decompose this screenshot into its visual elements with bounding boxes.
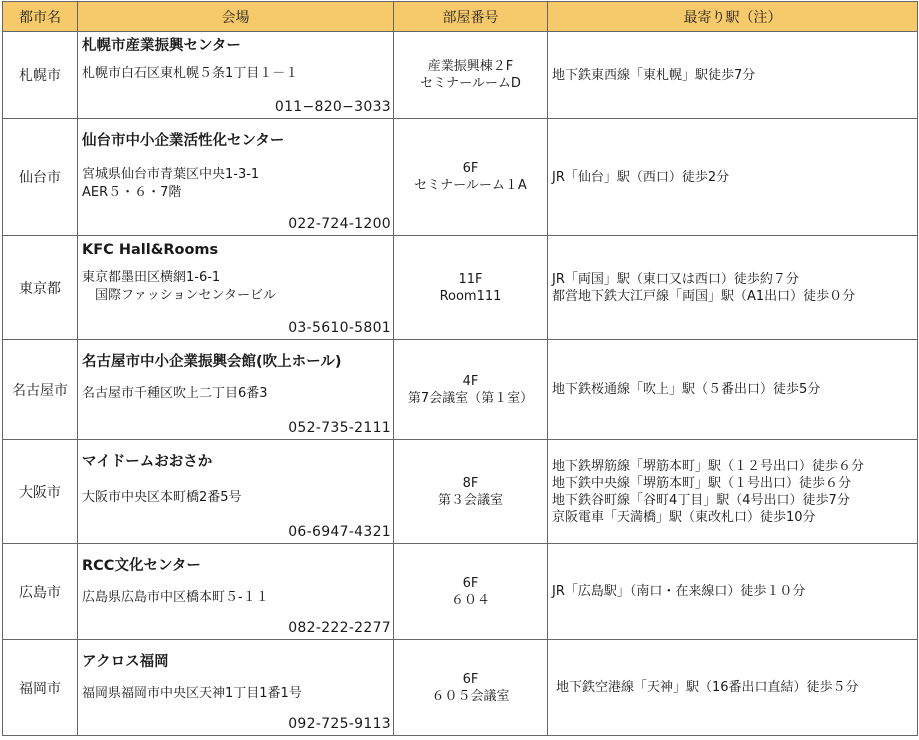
- venue-address: 福岡県福岡市中央区天神1丁目1番1号: [82, 686, 302, 701]
- venue-cell: [78, 440, 394, 544]
- station-cell: 地下鉄堺筋線「堺筋本町」駅（１２号出口）徒歩６分 地下鉄中央線「堺筋本町」駅（１号出口）徒歩６分 地下鉄谷町線「谷町4丁目」駅（4号出口）徒歩7分 京阪電車「天満橋」駅（東改札口）徒歩10分: [548, 440, 918, 544]
- venue-name: 名古屋市中小企業振興会館(吹上ホール): [82, 354, 342, 370]
- header-room: 部屋番号: [394, 2, 548, 32]
- venue-table: [2, 1, 918, 736]
- venue-phone: 022-724-1200: [288, 216, 391, 232]
- station-cell: JR「両国」駅（東口又は西口）徒歩約７分 都営地下鉄大江戸線「両国」駅（A1出口）徒歩０分: [548, 236, 918, 340]
- venue-phone: 092-725-9113: [288, 716, 391, 732]
- room-cell: 6F ６０５会議室: [394, 640, 548, 736]
- room-cell: 6F ６０４: [394, 544, 548, 640]
- table-row: [3, 236, 918, 340]
- venue-address: 大阪市中央区本町橋2番5号: [82, 490, 242, 505]
- venue-name: 札幌市産業振興センター: [82, 38, 241, 54]
- venue-phone: 03-5610-5801: [288, 320, 391, 336]
- city-cell: 広島市: [3, 544, 78, 640]
- venue-cell: [78, 32, 394, 119]
- venue-cell: [78, 236, 394, 340]
- venue-phone: 052-735-2111: [288, 420, 391, 436]
- header-city: 都市名: [3, 2, 78, 32]
- venue-phone: 011−820−3033: [274, 99, 391, 115]
- room-cell: 産業振興棟２F セミナールームD: [394, 32, 548, 119]
- venue-name: RCC文化センター: [82, 558, 201, 574]
- header-venue: 会場: [78, 2, 394, 32]
- room-cell: 8F 第３会議室: [394, 440, 548, 544]
- venue-name: アクロス福岡: [82, 654, 169, 670]
- station-cell: 地下鉄東西線「東札幌」駅徒歩7分: [548, 32, 918, 119]
- table-row: [3, 32, 918, 119]
- venue-cell: [78, 119, 394, 236]
- venue-address: 広島県広島市中区橋本町５-１１: [82, 590, 269, 605]
- room-cell: 4F 第7会議室（第１室）: [394, 340, 548, 440]
- venue-cell: [78, 340, 394, 440]
- venue-phone: 082-222-2277: [288, 620, 391, 636]
- station-cell: JR「広島駅」（南口・在来線口）徒歩１０分: [548, 544, 918, 640]
- city-cell: 東京都: [3, 236, 78, 340]
- table-row: [3, 544, 918, 640]
- table-row: [3, 340, 918, 440]
- header-station: 最寄り駅（注）: [548, 2, 918, 32]
- station-cell: 地下鉄空港線「天神」駅（16番出口直結）徒歩５分: [548, 640, 918, 736]
- venue-phone: 06-6947-4321: [288, 524, 391, 540]
- venue-address: 宮城県仙台市青葉区中央1-3-1 AER５・６・7階: [82, 167, 260, 200]
- venue-name: KFC Hall&Rooms: [82, 242, 219, 258]
- station-cell: JR「仙台」駅（西口）徒歩2分: [548, 119, 918, 236]
- table-row: [3, 119, 918, 236]
- city-cell: 福岡市: [3, 640, 78, 736]
- room-cell: 6F セミナールーム１A: [394, 119, 548, 236]
- venue-name: マイドームおおさか: [82, 454, 213, 470]
- venue-address: 名古屋市千種区吹上二丁目6番3: [82, 386, 268, 401]
- room-cell: 11F Room111: [394, 236, 548, 340]
- table-row: [3, 440, 918, 544]
- city-cell: 札幌市: [3, 32, 78, 119]
- venue-name: 仙台市中小企業活性化センター: [82, 133, 285, 149]
- city-cell: 仙台市: [3, 119, 78, 236]
- station-cell: 地下鉄桜通線「吹上」駅（５番出口）徒歩5分: [548, 340, 918, 440]
- city-cell: 名古屋市: [3, 340, 78, 440]
- table-row: [3, 640, 918, 736]
- venue-cell: [78, 640, 394, 736]
- venue-address: 東京都墨田区横網1-6-1 国際ファッションセンタービル: [82, 270, 276, 303]
- table-header-row: [3, 2, 918, 32]
- city-cell: 大阪市: [3, 440, 78, 544]
- venue-address: 札幌市白石区東札幌５条1丁目１－１: [82, 66, 299, 81]
- venue-cell: [78, 544, 394, 640]
